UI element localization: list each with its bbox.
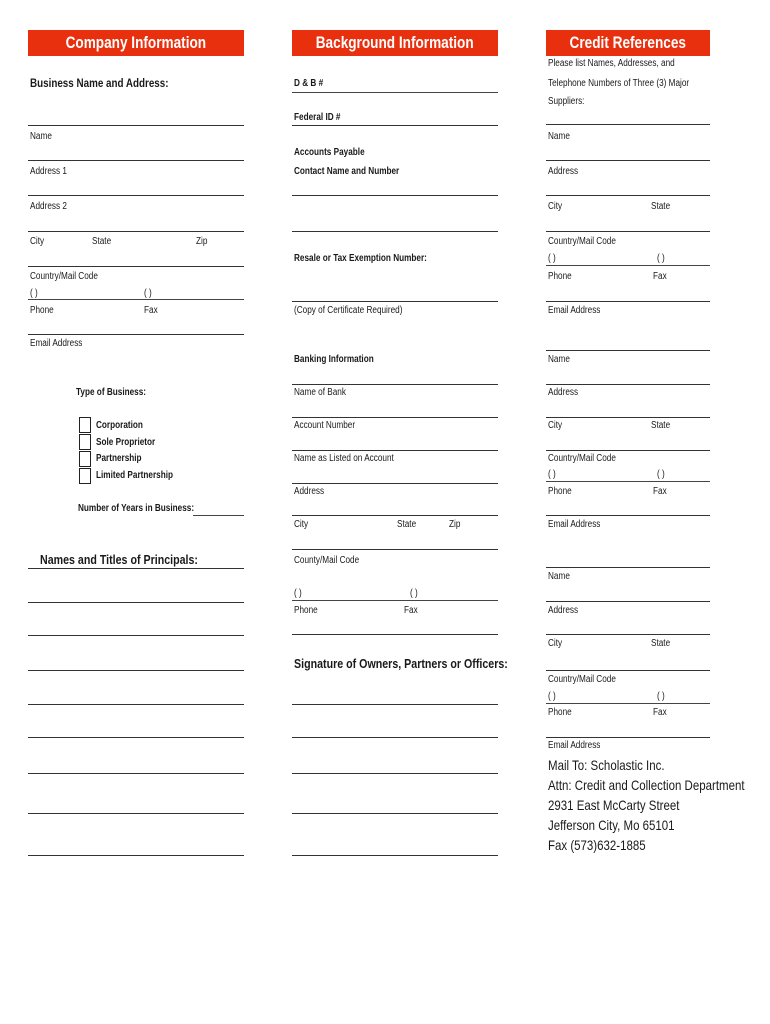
ref3-name-label: Name [548, 571, 570, 582]
signature-label: Signature of Owners, Partners or Officers: [294, 656, 508, 671]
ref2-city-label: City [548, 420, 563, 431]
ref3-fax-paren: ( ) [657, 691, 665, 702]
type-of-business-label: Type of Business: [76, 387, 147, 398]
ref2-email-label: Email Address [548, 519, 601, 530]
federal-id-label: Federal ID # [294, 112, 341, 123]
ref2-address-line[interactable] [546, 417, 710, 418]
bank-name-line[interactable] [292, 417, 498, 418]
ref1-name-label: Name [548, 131, 570, 142]
bank-phone-paren: ( ) [294, 588, 302, 599]
ref3-fax-label: Fax [653, 707, 667, 718]
bank-city-line[interactable] [292, 549, 498, 550]
corporation-checkbox[interactable] [79, 417, 91, 433]
business-name-line[interactable] [28, 125, 244, 126]
name-on-account-label: Name as Listed on Account [294, 453, 394, 464]
ref1-country-line[interactable] [546, 265, 710, 266]
instructions-line[interactable] [546, 124, 710, 125]
ref3-email-label: Email Address [548, 740, 601, 751]
city-label: City [30, 236, 45, 247]
ref3-address-line[interactable] [546, 634, 710, 635]
address2-label: Address 2 [30, 201, 67, 212]
ref3-state-label: State [651, 638, 671, 649]
county-label: County/Mail Code [294, 555, 360, 566]
ref1-email-label: Email Address [548, 305, 601, 316]
dnb-label: D & B # [294, 78, 324, 89]
zip-label: Zip [196, 236, 208, 247]
ref2-name-label: Name [548, 354, 570, 365]
ref3-phone-line[interactable] [546, 737, 710, 738]
ref3-city-line[interactable] [546, 670, 710, 671]
signature-line[interactable] [292, 855, 498, 856]
bank-address-label: Address [294, 486, 325, 497]
ref1-address-line[interactable] [546, 195, 710, 196]
mail-street-line: 2931 East McCarty Street [548, 797, 680, 813]
bank-fax-paren: ( ) [410, 588, 418, 599]
ref2-country-line[interactable] [546, 481, 710, 482]
partnership-checkbox[interactable] [79, 451, 91, 467]
ref2-country-label: Country/Mail Code [548, 453, 616, 464]
address1-label: Address 1 [30, 166, 67, 177]
dnb-line[interactable] [292, 92, 498, 93]
signature-line[interactable] [292, 704, 498, 705]
phone-fax-line[interactable] [28, 334, 244, 335]
ref2-phone-paren: ( ) [548, 469, 556, 480]
business-name-label: Business Name and Address: [30, 76, 169, 90]
fax-label: Fax [144, 305, 158, 316]
ref2-address-label: Address [548, 387, 579, 398]
instructions-line-1: Please list Names, Addresses, and [548, 58, 675, 69]
bank-zip-label: Zip [449, 519, 461, 530]
county-line[interactable] [292, 600, 498, 601]
sole-proprietor-label: Sole Proprietor [96, 437, 156, 448]
ref2-phone-label: Phone [548, 486, 572, 497]
ref1-email-line[interactable] [546, 350, 710, 351]
bank-name-label: Name of Bank [294, 387, 346, 398]
ref3-city-label: City [548, 638, 563, 649]
ref2-fax-label: Fax [653, 486, 667, 497]
ref1-fax-paren: ( ) [657, 253, 665, 264]
ap-contact-line-2[interactable] [292, 231, 498, 232]
principal-line[interactable] [28, 737, 244, 738]
principal-line[interactable] [28, 635, 244, 636]
resale-label: Resale or Tax Exemption Number: [294, 253, 427, 264]
bank-phone-line[interactable] [292, 634, 498, 635]
ref2-city-line[interactable] [546, 450, 710, 451]
principal-line[interactable] [28, 813, 244, 814]
limited-partnership-checkbox[interactable] [79, 468, 91, 484]
principal-line[interactable] [28, 773, 244, 774]
bank-state-label: State [397, 519, 417, 530]
ref3-country-label: Country/Mail Code [548, 674, 616, 685]
address2-line[interactable] [28, 231, 244, 232]
ref3-phone-paren: ( ) [548, 691, 556, 702]
years-in-business-label: Number of Years in Business: [78, 503, 195, 514]
principals-label: Names and Titles of Principals: [40, 552, 198, 567]
ref1-city-line[interactable] [546, 231, 710, 232]
mail-attn-line: Attn: Credit and Collection Department [548, 777, 745, 793]
ref1-state-label: State [651, 201, 671, 212]
partnership-label: Partnership [96, 453, 142, 464]
ref3-phone-label: Phone [548, 707, 572, 718]
principal-line[interactable] [28, 704, 244, 705]
background-info-header: Background Information [292, 30, 498, 56]
ref2-fax-paren: ( ) [657, 469, 665, 480]
bank-city-label: City [294, 519, 309, 530]
fax-paren: ( ) [144, 288, 152, 299]
state-label: State [92, 236, 112, 247]
ref3-name-line[interactable] [546, 601, 710, 602]
federal-id-line[interactable] [292, 125, 498, 126]
mail-fax-line: Fax (573)632-1885 [548, 837, 646, 853]
principal-line[interactable] [28, 670, 244, 671]
ref1-city-label: City [548, 201, 563, 212]
ref1-fax-label: Fax [653, 271, 667, 282]
corporation-label: Corporation [96, 420, 143, 431]
bank-phone-label: Phone [294, 605, 318, 616]
bank-fax-label: Fax [404, 605, 418, 616]
phone-label: Phone [30, 305, 54, 316]
principal-line[interactable] [28, 855, 244, 856]
account-number-label: Account Number [294, 420, 356, 431]
ref2-name-line[interactable] [546, 384, 710, 385]
address1-line[interactable] [28, 195, 244, 196]
ref1-country-label: Country/Mail Code [548, 236, 616, 247]
name-on-account-line[interactable] [292, 483, 498, 484]
ap-contact-line[interactable] [292, 195, 498, 196]
ref1-phone-line[interactable] [546, 301, 710, 302]
instructions-line-3: Suppliers: [548, 96, 585, 107]
ref2-phone-line[interactable] [546, 515, 710, 516]
ref1-name-line[interactable] [546, 160, 710, 161]
signature-line[interactable] [292, 773, 498, 774]
instructions-line-2: Telephone Numbers of Three (3) Major [548, 78, 690, 89]
banking-line[interactable] [292, 384, 498, 385]
account-number-line[interactable] [292, 450, 498, 451]
ap-contact-label: Contact Name and Number [294, 166, 400, 177]
ref3-country-line[interactable] [546, 703, 710, 704]
mail-to-line: Mail To: Scholastic Inc. [548, 757, 665, 773]
city-state-zip-line[interactable] [28, 266, 244, 267]
name-label: Name [30, 131, 52, 142]
bank-address-line[interactable] [292, 515, 498, 516]
country-line[interactable] [28, 299, 244, 300]
signature-line[interactable] [292, 737, 498, 738]
principal-line[interactable] [28, 568, 244, 569]
ref2-email-line[interactable] [546, 567, 710, 568]
ref3-address-label: Address [548, 605, 579, 616]
email-label: Email Address [30, 338, 83, 349]
principal-line[interactable] [28, 602, 244, 603]
limited-partnership-label: Limited Partnership [96, 470, 174, 481]
phone-paren: ( ) [30, 288, 38, 299]
country-label: Country/Mail Code [30, 271, 98, 282]
signature-line[interactable] [292, 813, 498, 814]
resale-line[interactable] [292, 301, 498, 302]
ref1-address-label: Address [548, 166, 579, 177]
mail-city-line: Jefferson City, Mo 65101 [548, 817, 675, 833]
ref1-phone-paren: ( ) [548, 253, 556, 264]
company-info-header: Company Information [28, 30, 244, 56]
accounts-payable-label: Accounts Payable [294, 147, 365, 158]
sole-proprietor-checkbox[interactable] [79, 434, 91, 450]
banking-info-label: Banking Information [294, 354, 374, 365]
years-in-business-line[interactable] [193, 515, 244, 516]
name-line[interactable] [28, 160, 244, 161]
credit-references-header: Credit References [546, 30, 710, 56]
ref1-phone-label: Phone [548, 271, 572, 282]
copy-required-label: (Copy of Certificate Required) [294, 305, 403, 316]
ref2-state-label: State [651, 420, 671, 431]
